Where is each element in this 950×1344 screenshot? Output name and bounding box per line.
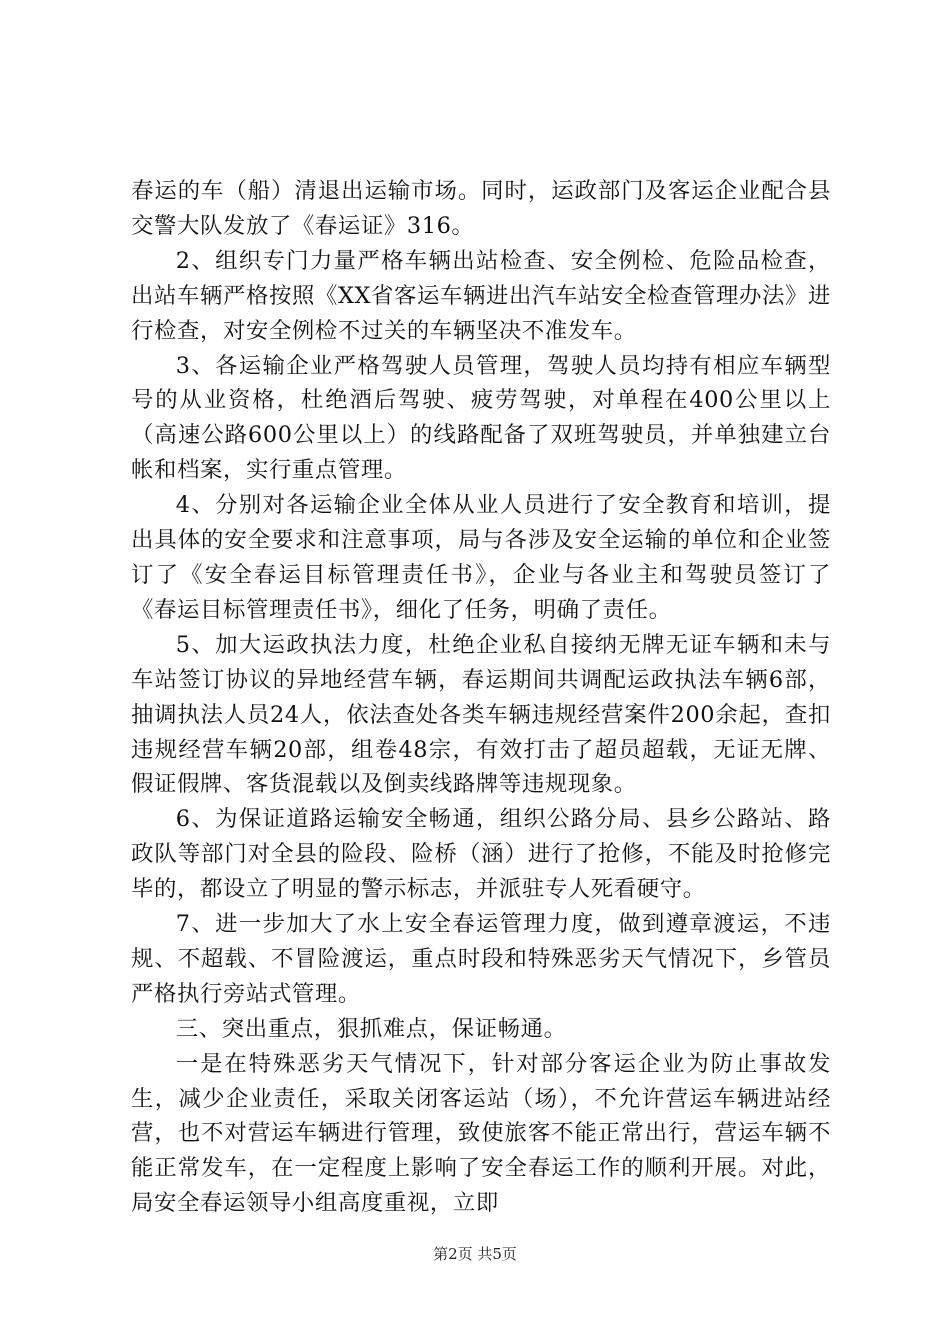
paragraph-item-7: 7、进一步加大了水上安全春运管理力度，做到遵章渡运，不违规、不超载、不冒险渡运，重点时段和特殊恶劣天气情况下，乡管员严格执行旁站式管理。 [131,911,831,1007]
paragraph-item-3: 3、各运输企业严格驾驶人员管理，驾驶人员均持有相应车辆型号的从业资格，杜绝酒后驾驶、疲劳驾驶，对单程在400公里以上（高速公路600公里以上）的线路配备了双班驾驶员，并单独建立台帐和档案，实行重点管理。 [131,352,831,484]
paragraph-item-5: 5、加大运政执法力度，杜绝企业私自接纳无牌无证车辆和未与车站签订协议的异地经营车辆，春运期间共调配运政执法车辆6部，抽调执法人员24人，依法查处各类车辆违规经营案件200余起，查扣违规经营车辆20部，组卷48宗，有效打击了超员超载，无证无牌、假证假牌、客货混载以及倒卖线路牌等违规现象。 [131,631,831,798]
page-footer: 第2页 共5页 [433,1245,517,1263]
paragraph-continuation: 春运的车（船）清退出运输市场。同时，运政部门及客运企业配合县交警大队发放了《春运证》316。 [131,178,831,239]
paragraph-item-4: 4、分别对各运输企业全体从业人员进行了安全教育和培训，提出具体的安全要求和注意事项，局与各涉及安全运输的单位和企业签订了《安全春运目标管理责任书》，企业与各业主和驾驶员签订了《春运目标管理责任书》，细化了任务，明确了责任。 [131,492,831,623]
paragraph-point-1: 一是在特殊恶劣天气情况下，针对部分客运企业为防止事故发生，减少企业责任，采取关闭客运站（场），不允许营运车辆进站经营，也不对营运车辆进行管理，致使旅客不能正常出行，营运车辆不能正常发车，在一定程度上影响了安全春运工作的顺利开展。对此，局安全春运领导小组高度重视，立即 [131,1050,831,1217]
document-body [131,174,831,1221]
section-heading: 三、突出重点，狠抓难点，保证畅通。 [175,1015,567,1042]
paragraph-item-6: 6、为保证道路运输安全畅通，组织公路分局、县乡公路站、路政队等部门对全县的险段、险桥（涵）进行了抢修，不能及时抢修完毕的，都设立了明显的警示标志，并派驻专人死看硬守。 [131,806,831,903]
paragraph-item-2: 2、组织专门力量严格车辆出站检查、安全例检、危险品检查，出站车辆严格按照《XX省客运车辆进出汽车站安全检查管理办法》进行检查，对安全例检不过关的车辆坚决不准发车。 [131,247,831,344]
